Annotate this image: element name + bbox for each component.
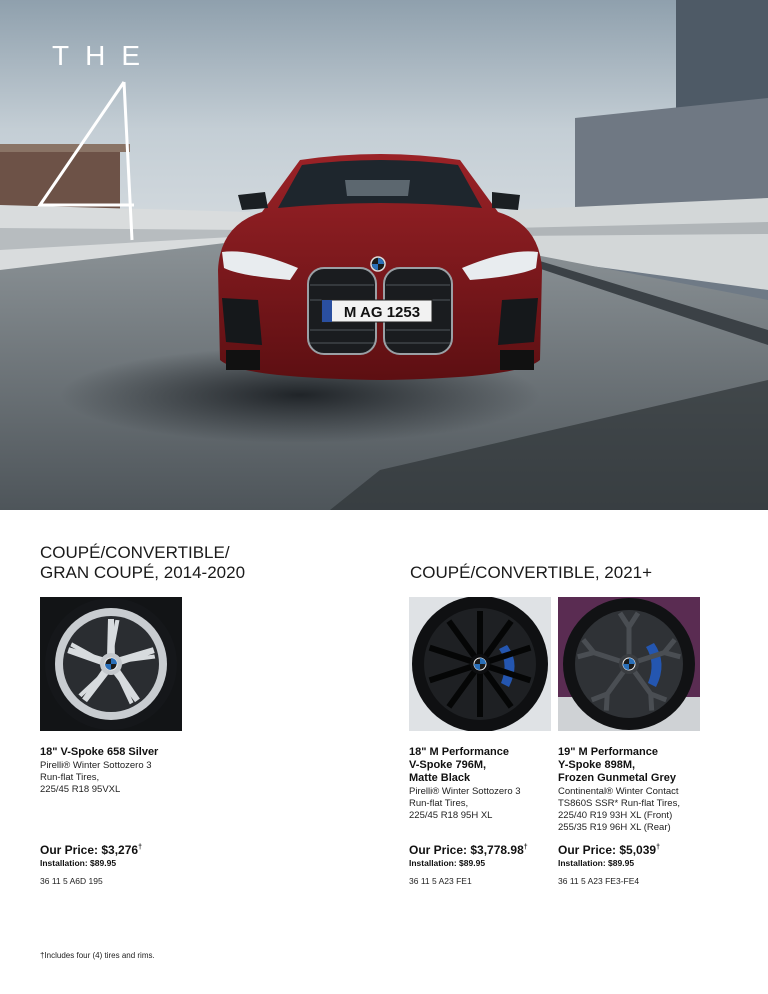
product-title	[409, 746, 554, 785]
price-mark: †	[656, 844, 660, 851]
price-text: Our Price: $5,039	[558, 843, 657, 857]
heading-line: COUPÉ/CONVERTIBLE/	[40, 543, 230, 562]
part-number: 36 11 5 A23 FE3-FE4	[558, 876, 640, 886]
the-word: THE	[52, 40, 156, 71]
product-title-line: 19" M Performance	[558, 746, 658, 758]
section-heading-2014-2020	[40, 543, 300, 583]
product-title	[558, 746, 728, 785]
wheel-image-v-spoke-796m	[409, 597, 551, 731]
product-desc-line: 225/45 R18 95H XL	[409, 810, 493, 821]
product-title-line: Y-Spoke 898M,	[558, 759, 636, 771]
product-description	[409, 786, 554, 822]
product-desc-line: Run-flat Tires,	[409, 798, 469, 809]
product-price	[558, 843, 660, 857]
price-mark: †	[138, 844, 142, 851]
wheel-image-y-spoke-898m	[558, 597, 700, 731]
product-description	[40, 760, 210, 796]
product-desc-line: 225/40 R19 93H XL (Front)	[558, 810, 673, 821]
footnote: †Includes four (4) tires and rims.	[40, 951, 155, 960]
wheel-image-v-spoke-658	[40, 597, 182, 731]
installation-price: Installation: $89.95	[40, 858, 117, 868]
product-title-line: Matte Black	[409, 772, 471, 784]
part-number: 36 11 5 A23 FE1	[409, 876, 472, 886]
product-desc-line: TS860S SSR* Run-flat Tires,	[558, 798, 680, 809]
installation-price: Installation: $89.95	[558, 858, 635, 868]
product-title-line: 18" M Performance	[409, 746, 509, 758]
product-desc-line: Continental® Winter Contact	[558, 786, 679, 797]
product-desc-line: Pirelli® Winter Sottozero 3	[40, 760, 152, 771]
product-description	[558, 786, 738, 834]
product-price	[409, 843, 528, 857]
section-heading-2021: COUPÉ/CONVERTIBLE, 2021+	[410, 563, 653, 582]
product-title-line: V-Spoke 796M,	[409, 759, 487, 771]
price-mark: †	[523, 844, 528, 851]
product-desc-line: 225/45 R18 95VXL	[40, 784, 121, 795]
part-number: 36 11 5 A6D 195	[40, 876, 103, 886]
product-desc-line: Pirelli® Winter Sottozero 3	[409, 786, 521, 797]
product-price	[40, 843, 142, 857]
product-title-line: Frozen Gunmetal Grey	[558, 772, 676, 784]
product-title-line: 18" V-Spoke 658 Silver	[40, 746, 159, 758]
price-text: Our Price: $3,276	[40, 843, 139, 857]
price-text: Our Price: $3,778.98	[409, 843, 524, 857]
installation-price: Installation: $89.95	[409, 858, 486, 868]
product-title	[40, 746, 210, 759]
product-desc-line: Run-flat Tires,	[40, 772, 100, 783]
heading-line: GRAN COUPÉ, 2014-2020	[40, 563, 246, 582]
product-desc-line: 255/35 R19 96H XL (Rear)	[558, 822, 671, 833]
license-plate-text: M AG 1253	[343, 304, 421, 321]
